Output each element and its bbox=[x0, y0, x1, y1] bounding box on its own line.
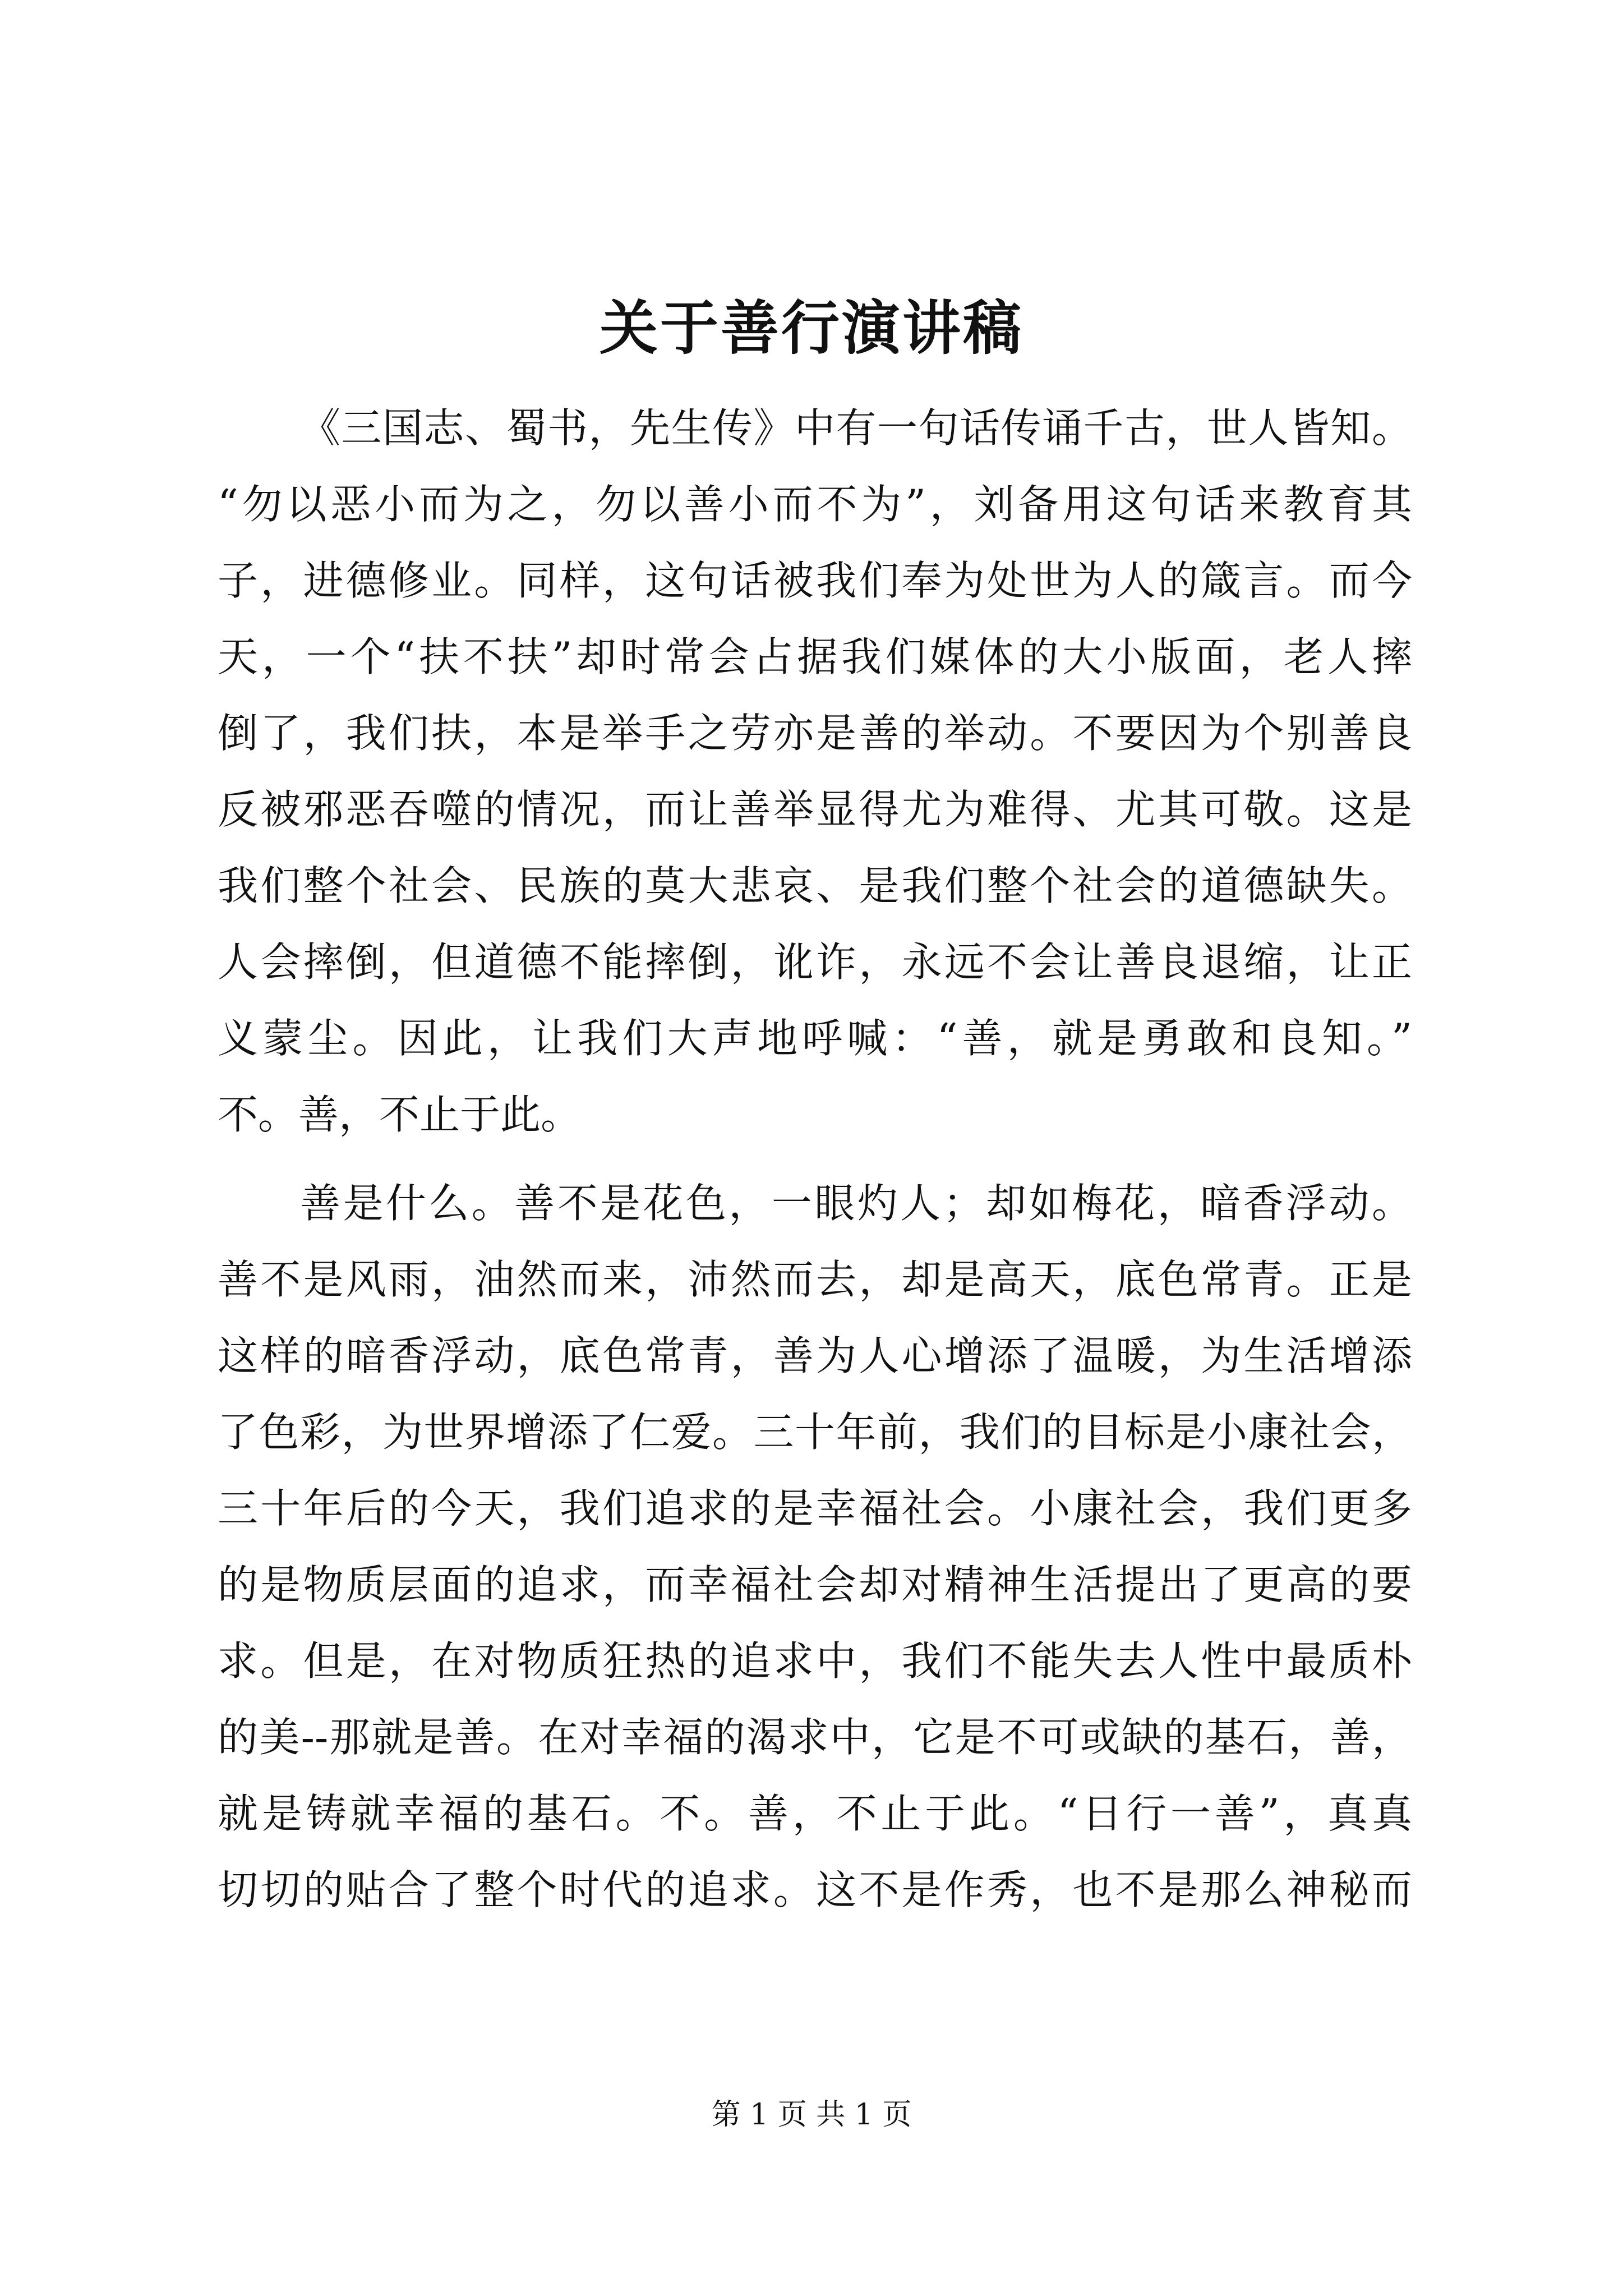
text-line: 不。善，不止于此。 bbox=[218, 1091, 582, 1138]
text-line: 善不是风雨，油然而来，沛然而去，却是高天，底色常青。正是 bbox=[218, 1256, 1412, 1303]
text-line: 切切的贴合了整个时代的追求。这不是作秀，也不是那么神秘而 bbox=[218, 1866, 1412, 1913]
page-footer: 第 1 页 共 1 页 bbox=[711, 2098, 912, 2132]
text-line: 反被邪恶吞噬的情况，而让善举显得尤为难得、尤其可敬。这是 bbox=[218, 786, 1412, 833]
text-line: 这样的暗香浮动，底色常青，善为人心增添了温暖，为生活增添 bbox=[218, 1332, 1412, 1379]
text-line: 善是什么。善不是花色，一眼灼人；却如梅花，暗香浮动。 bbox=[300, 1180, 1412, 1227]
text-line: 《三国志、蜀书，先生传》中有一句话传诵千古，世人皆知。 bbox=[300, 404, 1412, 452]
text-line: 天，一个“扶不扶”却时常会占据我们媒体的大小版面，老人摔 bbox=[218, 633, 1412, 680]
text-line: 我们整个社会、民族的莫大悲哀、是我们整个社会的道德缺失。 bbox=[218, 862, 1412, 909]
page-title: 关于善行演讲稿 bbox=[599, 293, 1023, 362]
text-line: 义蒙尘。因此，让我们大声地呼喊：“善，就是勇敢和良知。” bbox=[218, 1015, 1412, 1062]
text-line: 的是物质层面的追求，而幸福社会却对精神生活提出了更高的要 bbox=[218, 1561, 1412, 1608]
text-line: 的美--那就是善。在对幸福的渴求中，它是不可或缺的基石，善， bbox=[218, 1714, 1412, 1761]
text-line: “勿以恶小而为之，勿以善小而不为”，刘备用这句话来教育其 bbox=[218, 481, 1412, 528]
text-line: 了色彩，为世界增添了仁爱。三十年前，我们的目标是小康社会， bbox=[218, 1409, 1412, 1456]
text-line: 求。但是，在对物质狂热的追求中，我们不能失去人性中最质朴 bbox=[218, 1637, 1412, 1685]
text-line: 就是铸就幸福的基石。不。善，不止于此。“日行一善”，真真 bbox=[218, 1790, 1412, 1837]
text-line: 人会摔倒，但道德不能摔倒，讹诈，永远不会让善良退缩，让正 bbox=[218, 938, 1412, 986]
text-line: 三十年后的今天，我们追求的是幸福社会。小康社会，我们更多 bbox=[218, 1485, 1412, 1532]
text-line: 子，进德修业。同样，这句话被我们奉为处世为人的箴言。而今 bbox=[218, 557, 1412, 604]
text-line: 倒了，我们扶，本是举手之劳亦是善的举动。不要因为个别善良 bbox=[218, 710, 1412, 757]
